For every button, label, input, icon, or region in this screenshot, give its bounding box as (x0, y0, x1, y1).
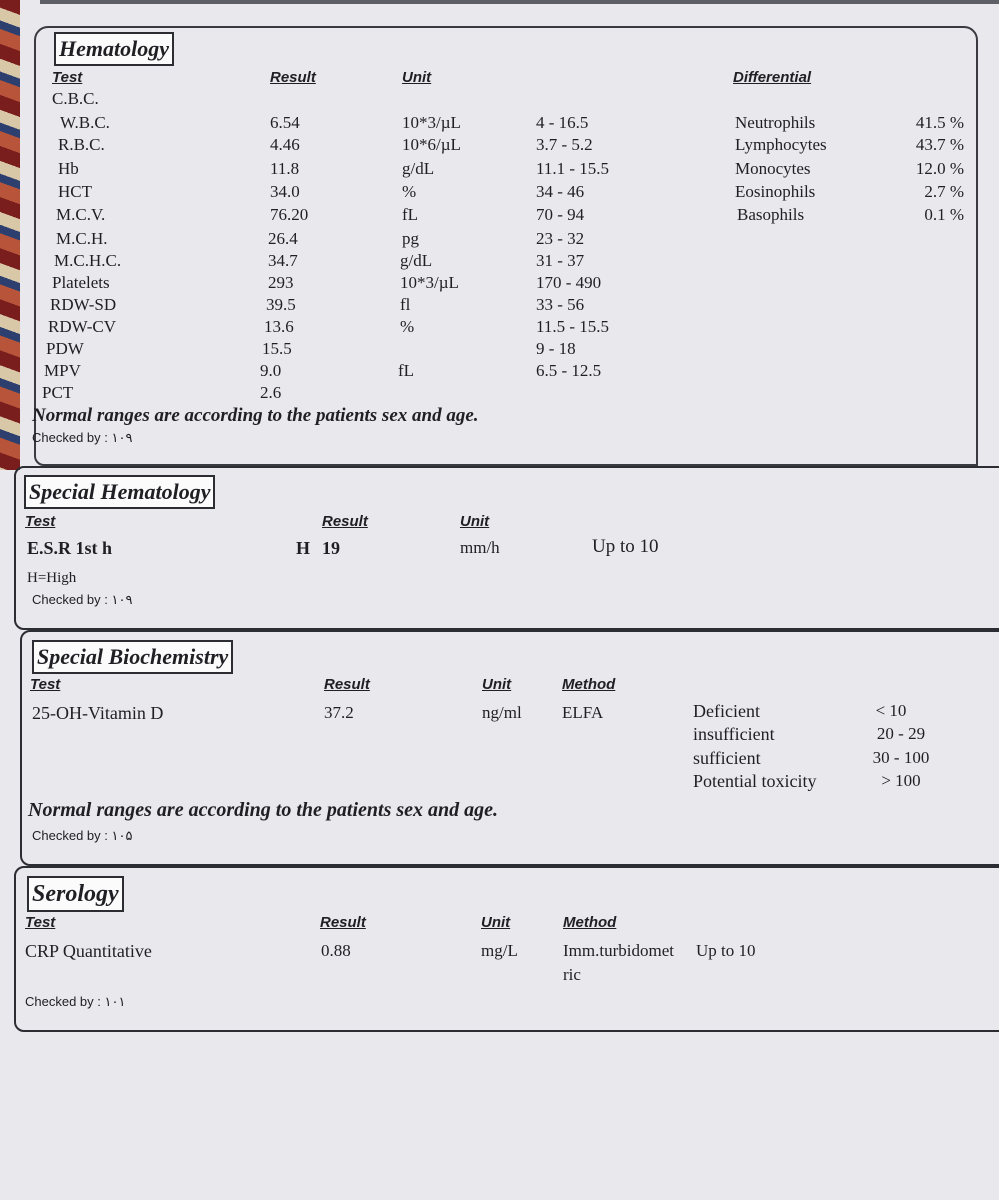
table-row-unit: g/dL (402, 159, 435, 178)
differential-name: Neutrophils (735, 113, 816, 132)
reference-range-value: 30 - 100 (872, 748, 930, 767)
table-row-result: 19 (322, 538, 340, 558)
special-hematology-header-unit: Unit (460, 513, 490, 530)
table-row-range: 70 - 94 (536, 205, 585, 224)
table-row-result: 293 (268, 273, 294, 292)
table-row-range: 23 - 32 (536, 229, 585, 248)
table-row-range: 31 - 37 (536, 251, 585, 270)
differential-name: Basophils (737, 205, 805, 224)
special-hematology-checked-by: Checked by : ۱۰۹ (32, 592, 133, 607)
table-row-result: 13.6 (264, 317, 294, 336)
table-row-test: HCT (58, 182, 92, 201)
table-row-unit: mg/L (481, 941, 518, 960)
background-carpet (0, 0, 20, 470)
differential-value: 43.7 % (915, 135, 964, 154)
table-row-method-continued: ric (563, 965, 581, 984)
table-row-unit: % (402, 182, 417, 201)
table-row-unit: g/dL (400, 251, 433, 270)
table-row-result: 4.46 (270, 135, 300, 154)
special-biochemistry-checked-by: Checked by : ۱۰۵ (32, 828, 133, 843)
hematology-normal-ranges-note: Normal ranges are according to the patients sex and age. (32, 405, 479, 426)
table-row-unit: fl (400, 295, 411, 314)
table-row-range: 170 - 490 (536, 273, 602, 292)
reference-range-label: insufficient (693, 724, 775, 744)
table-row-unit: ng/ml (482, 703, 522, 722)
table-row-unit: 10*3/µL (400, 273, 459, 292)
table-row-unit: fL (398, 361, 415, 380)
table-row-test: RDW-SD (50, 295, 117, 314)
table-row-test: E.S.R 1st h (27, 538, 113, 558)
reference-range-value: > 100 (881, 771, 921, 790)
cbc-group-label: C.B.C. (52, 89, 99, 108)
differential-name: Lymphocytes (735, 135, 827, 154)
table-row-test: MPV (44, 361, 81, 380)
table-row-result: 34.7 (268, 251, 298, 270)
hematology-checked-by: Checked by : ۱۰۹ (32, 430, 133, 445)
table-row-result: 2.6 (260, 383, 282, 402)
table-row-test: R.B.C. (58, 135, 105, 154)
table-row-unit: fL (402, 205, 419, 224)
table-row-range: 3.7 - 5.2 (536, 135, 593, 154)
special-biochemistry-header-unit: Unit (482, 676, 512, 693)
serology-header-test: Test (25, 914, 56, 931)
reference-range-value: 20 - 29 (876, 724, 926, 743)
hematology-title: Hematology (54, 32, 174, 66)
hematology-header-test: Test (52, 69, 83, 86)
special-biochemistry-header-test: Test (30, 676, 61, 693)
special-biochemistry-title: Special Biochemistry (32, 640, 233, 674)
differential-value: 41.5 % (915, 113, 964, 132)
reference-range-label: Deficient (693, 701, 760, 721)
table-row-unit: 10*6/µL (402, 135, 461, 154)
differential-name: Monocytes (735, 159, 811, 178)
special-biochemistry-header-result: Result (324, 676, 370, 693)
serology-header-unit: Unit (481, 914, 511, 931)
table-row-test: M.C.V. (56, 205, 106, 224)
special-hematology-title: Special Hematology (24, 475, 215, 509)
table-row-range: 11.5 - 15.5 (536, 317, 610, 336)
reference-range-label: Potential toxicity (693, 771, 817, 791)
differential-name: Eosinophils (735, 182, 816, 201)
table-row-test: CRP Quantitative (25, 941, 152, 961)
special-hematology-header-test: Test (25, 513, 56, 530)
table-row-result: 0.88 (321, 941, 351, 960)
hematology-header-result: Result (270, 69, 316, 86)
table-row-range: 34 - 46 (536, 182, 585, 201)
table-row-result: 11.8 (270, 159, 300, 178)
biochemistry-normal-ranges-note: Normal ranges are according to the patients sex and age. (28, 799, 499, 821)
table-row-unit: % (400, 317, 415, 336)
table-row-test: PCT (42, 383, 74, 402)
table-row-range: Up to 10 (696, 941, 756, 960)
serology-header-method: Method (563, 914, 617, 931)
table-row-test: Platelets (52, 273, 110, 292)
table-row-method: ELFA (562, 703, 604, 722)
reference-range-value: < 10 (875, 701, 907, 720)
table-row-test: RDW-CV (48, 317, 116, 336)
table-row-result: 76.20 (270, 205, 309, 224)
table-row-result: 37.2 (324, 703, 354, 722)
table-row-test: PDW (46, 339, 84, 358)
table-row-range: 6.5 - 12.5 (536, 361, 602, 380)
reference-range-label: sufficient (693, 748, 761, 768)
table-row-range: 11.1 - 15.5 (536, 159, 610, 178)
table-row-result: 26.4 (268, 229, 298, 248)
high-flag: H (296, 538, 311, 558)
table-row-test: W.B.C. (60, 113, 110, 132)
top-border-line (40, 0, 999, 4)
special-biochemistry-header-method: Method (562, 676, 616, 693)
table-row-range: 4 - 16.5 (536, 113, 589, 132)
table-row-test: M.C.H.C. (54, 251, 122, 270)
high-flag-legend: H=High (27, 570, 77, 586)
table-row-result: 15.5 (262, 339, 292, 358)
table-row-result: 39.5 (266, 295, 296, 314)
hematology-header-unit: Unit (402, 69, 432, 86)
table-row-method: Imm.turbidomet (563, 941, 674, 960)
table-row-range: Up to 10 (592, 536, 659, 557)
differential-value: 12.0 % (915, 159, 964, 178)
table-row-test: 25-OH-Vitamin D (32, 703, 164, 723)
table-row-unit: mm/h (460, 538, 500, 557)
table-row-unit: 10*3/µL (402, 113, 461, 132)
hematology-header-differential: Differential (733, 69, 812, 86)
serology-header-result: Result (320, 914, 366, 931)
differential-value: 2.7 % (924, 182, 964, 201)
serology-checked-by: Checked by : ۱۰۱ (25, 994, 126, 1009)
table-row-result: 9.0 (260, 361, 282, 380)
table-row-result: 34.0 (270, 182, 300, 201)
table-row-test: M.C.H. (56, 229, 108, 248)
table-row-unit: pg (402, 229, 419, 248)
table-row-test: Hb (58, 159, 79, 178)
table-row-range: 9 - 18 (536, 339, 576, 358)
table-row-range: 33 - 56 (536, 295, 585, 314)
serology-title: Serology (27, 876, 124, 912)
table-row-result: 6.54 (270, 113, 300, 132)
special-hematology-header-result: Result (322, 513, 368, 530)
differential-value: 0.1 % (924, 205, 964, 224)
hematology-section (34, 26, 978, 466)
